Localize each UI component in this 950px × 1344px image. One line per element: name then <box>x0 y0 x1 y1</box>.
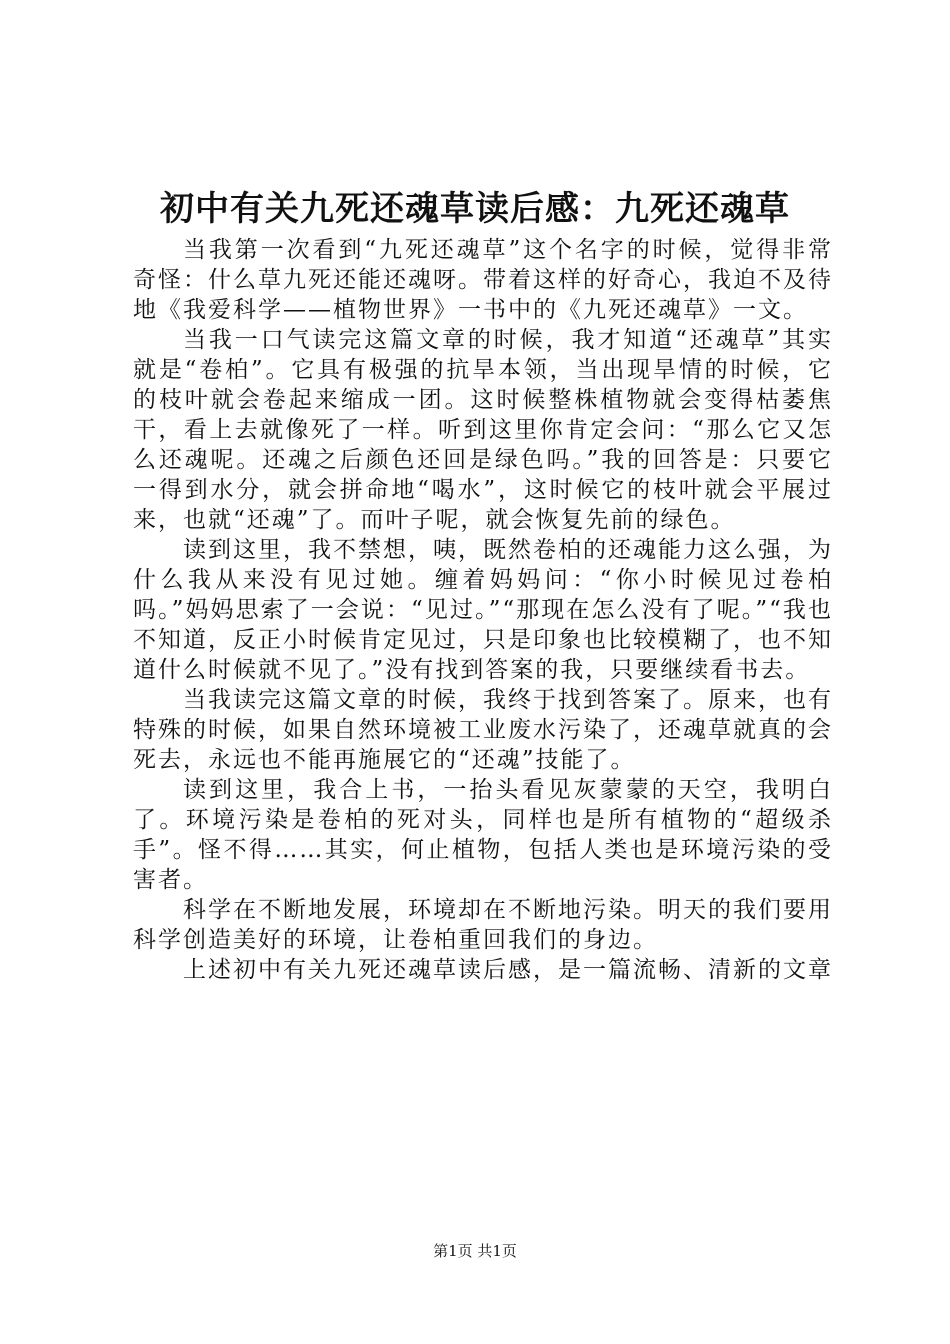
paragraph-3: 读到这里，我不禁想，咦，既然卷柏的还魂能力这么强，为什么我从来没有见过她。缠着妈妈问：“你小时候见过卷柏吗。”妈妈思索了一会说：“见过。”“那现在怎么没有了呢。”“我也不知道，反正小时候肯定见过，只是印象也比较模糊了，也不知道什么时候就不见了。”没有找到答案的我，只要继续看书去。 <box>133 537 833 683</box>
page-footer: 第1页 共1页 <box>433 1242 517 1260</box>
paragraph-1: 当我第一次看到“九死还魂草”这个名字的时候，觉得非常奇怪：什么草九死还能还魂呀。带着这样的好奇心，我迫不及待地《我爱科学——植物世界》一书中的《九死还魂草》一文。 <box>133 237 833 323</box>
paragraph-5: 读到这里，我合上书，一抬头看见灰蒙蒙的天空，我明白了。环境污染是卷柏的死对头，同样也是所有植物的“超级杀手”。怪不得……其实，何止植物，包括人类也是环境污染的受害者。 <box>133 777 833 893</box>
paragraph-7: 上述初中有关九死还魂草读后感，是一篇流畅、清新的文章 <box>183 957 833 983</box>
document-title: 初中有关九死还魂草读后感：九死还魂草 <box>160 189 790 229</box>
paragraph-6: 科学在不断地发展，环境却在不断地污染。明天的我们要用科学创造美好的环境，让卷柏重回我们的身边。 <box>133 897 833 953</box>
document-body <box>133 235 833 985</box>
paragraph-4: 当我读完这篇文章的时候，我终于找到答案了。原来，也有特殊的时候，如果自然环境被工业废水污染了，还魂草就真的会死去，永远也不能再施展它的“还魂”技能了。 <box>133 687 833 773</box>
paragraph-2: 当我一口气读完这篇文章的时候，我才知道“还魂草”其实就是“卷柏”。它具有极强的抗旱本领，当出现旱情的时候，它的枝叶就会卷起来缩成一团。这时候整株植物就会变得枯萎焦干，看上去就像死了一样。听到这里你肯定会问：“那么它又怎么还魂呢。还魂之后颜色还回是绿色吗。”我的回答是：只要它一得到水分，就会拼命地“喝水”，这时候它的枝叶就会平展过来，也就“还魂”了。而叶子呢，就会恢复先前的绿色。 <box>133 327 833 533</box>
